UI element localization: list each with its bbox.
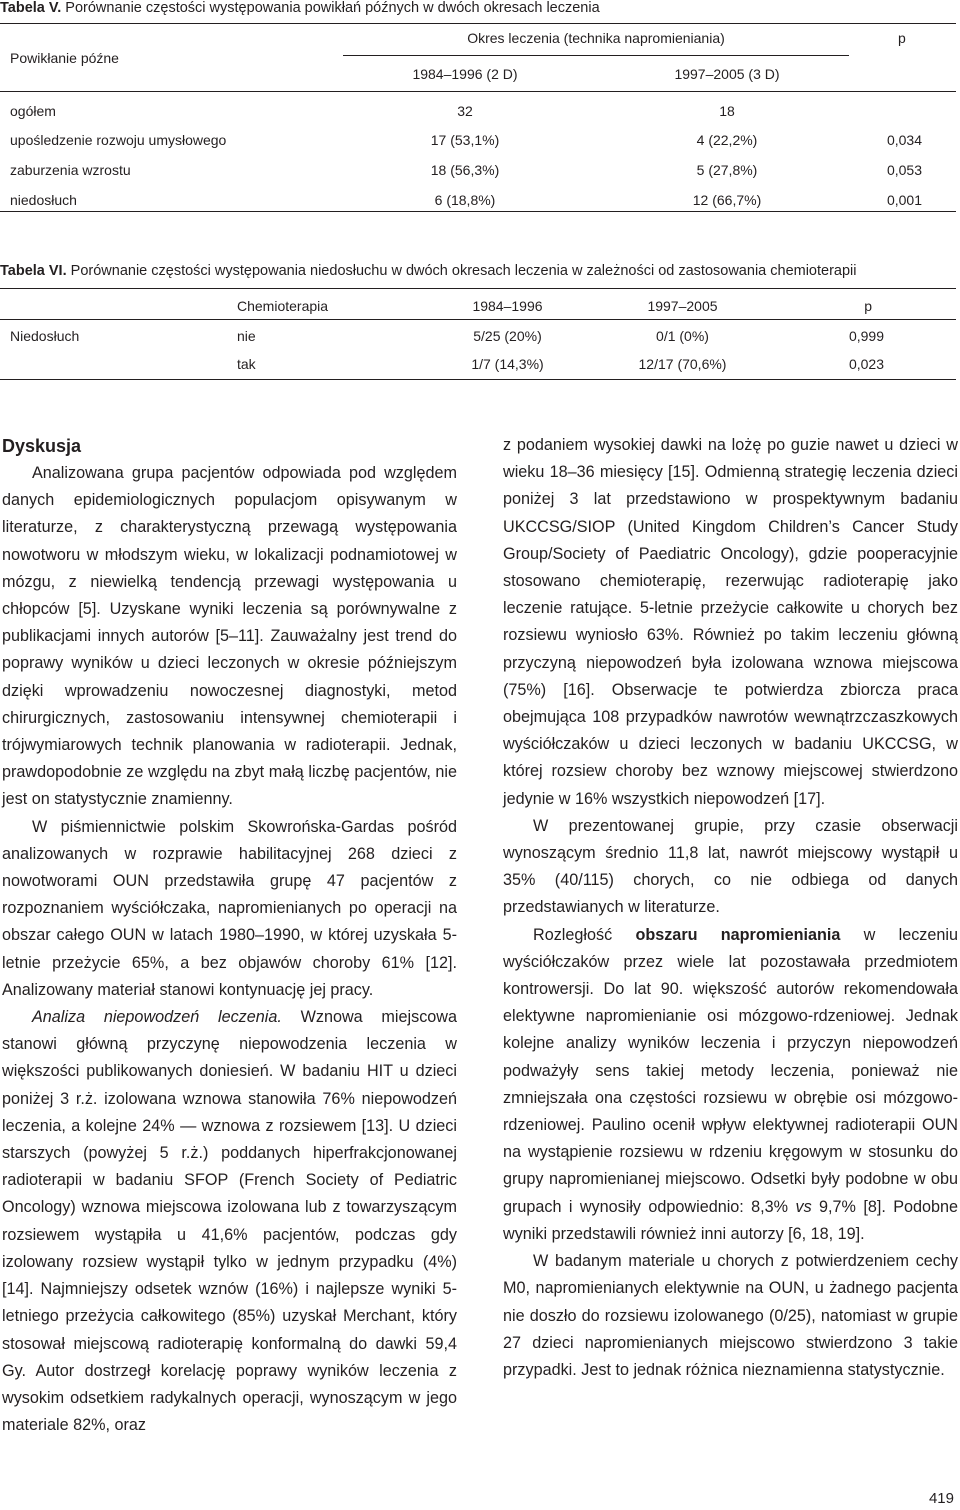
cell-chemo: nie [237, 327, 256, 344]
paragraph-text: 9,7% [8]. Podobne wyniki przedstawili również inni autorzy [6, 18, 19]. [503, 1197, 959, 1243]
paragraph-text: Rozległość [533, 925, 636, 944]
table-row [10, 322, 890, 349]
cell-period2: 12 (66,7%) [692, 192, 762, 208]
cell-p: 0,053 [886, 162, 922, 178]
table5-body [10, 96, 922, 215]
table5-bottom-rule [0, 211, 956, 212]
cell-period1: 17 (53,1%) [430, 132, 500, 148]
table5-top-rule [0, 23, 956, 24]
table-row [10, 125, 922, 155]
table-row [10, 96, 922, 125]
table6-top-rule [0, 288, 956, 289]
table5-caption [0, 0, 600, 16]
cell-p: 0,999 [848, 327, 884, 344]
cell-period1: 6 (18,8%) [434, 192, 496, 208]
right-column [503, 432, 958, 1384]
cell-period2: 0/1 (0%) [656, 327, 709, 344]
paragraph-bold-term: obszaru napromieniania [635, 925, 841, 944]
table5-period1-header: 1984–1996 (2 D) [412, 66, 518, 82]
table6 [10, 292, 890, 319]
paragraph [2, 1004, 457, 1439]
table6-label: Tabela VI. [0, 263, 67, 279]
table6-row-label: Niedosłuch [10, 327, 80, 344]
paragraph [503, 922, 958, 1248]
cell-chemo: tak [237, 356, 256, 372]
row-label: ogółem [10, 102, 56, 119]
table-row [10, 155, 922, 185]
table5-group-header: Okres leczenia (technika napromieniania) [467, 30, 725, 46]
paragraph-text: Wznowa miejscowa stanowi główną przyczynę niepowodzenia leczenia w większości publikowanych doniesień. W badaniu HIT u dzieci poniżej 3 r.ż. izolowana wznowa stanowiła 76% niepowodzeń leczenia, a kolejne 24% — wznowa z rozsiewem [13]. U dzieci starszych (powyżej 5 r.ż.) poddanych hiperfrakcjonowanej radioterapii w badaniu SFOP (French Society of Pediatric Oncology) wznowa miejscowa izolowana lub z towarzyszącym rozsiewem wystąpiła u 41,6% pacjentów, podczas gdy izolowany rozsiew wystąpił tylko w jednym przypadku (4%) [14]. Najmniejszy odsetek wznów (16%) i najlepsze wyniki 5-letniego przeżycia całkowitego (85%) uzyskał Merchant, który stosował miejscową radioterapię konformalną do dawki 59,4 Gy. Autor dostrzegł korelację poprawy wyników leczenia z wysokim odsetkiem radykalnych operacji, wynoszącym w jego materiale 82%, oraz [2, 1008, 457, 1435]
paragraph: W piśmiennictwie polskim Skowrońska-Gardas pośród analizowanych w rozprawie habilitacyjnej 268 dzieci z nowotworami OUN przedstawiła grupę 47 pacjentów z rozpoznaniem wyściółczaka, napromienianych po operacji na obszar całego OUN w latach 1980–1990, w której uzyskała 5-letnie przeżycie 65%, a bez objawów choroby 61% [12]. Analizowany materiał stanowi kontynuację jej pracy. [2, 817, 457, 999]
table5-label: Tabela V. [0, 0, 62, 16]
cell-period1: 5/25 (20%) [473, 327, 542, 344]
section-heading: Dyskusja [2, 436, 82, 456]
table6-caption [0, 263, 857, 279]
paragraph: W badanym materiale u chorych z potwierdzeniem cechy M0, napromienianych elektywnie na OUN, u żadnego pacjenta nie doszło do rozsiewu izolowanego (0/25), natomiast w grupie 27 dzieci napromienianych miejscowo stwierdzono 3 takie przypadki. Jest to jednak różnica nieznamienna statystycznie. [503, 1252, 958, 1379]
cell-p [812, 96, 922, 125]
table5-period2-header: 1997–2005 (3 D) [674, 66, 780, 82]
cell-period2: 4 (22,2%) [696, 132, 758, 148]
table5-header-rule [0, 91, 956, 92]
table5-p-header: p [898, 30, 906, 46]
table5-group-rule [343, 55, 849, 56]
table6-body [10, 322, 890, 379]
cell-period1: 32 [457, 102, 473, 119]
table6-header-row [10, 292, 890, 319]
table6-caption-text: Porównanie częstości występowania niedosłuchu w dwóch okresach leczenia w zależności od zastosowania chemioterapii [70, 263, 857, 279]
table5-col1-header: Powikłanie późne [10, 50, 119, 66]
table-row [10, 349, 890, 379]
cell-period1: 18 (56,3%) [430, 162, 500, 178]
cell-period2: 18 [719, 102, 735, 119]
table6-period1-header: 1984–1996 [472, 297, 543, 314]
cell-p: 0,001 [886, 192, 922, 208]
row-label: upośledzenie rozwoju umysłowego [10, 132, 227, 148]
table5-caption-text: Porównanie częstości występowania powikłań późnych w dwóch okresach leczenia [65, 0, 600, 16]
row-label: niedosłuch [10, 192, 77, 208]
paragraph-lead-italic: Analiza niepowodzeń leczenia. [32, 1008, 282, 1027]
table6-header-rule [0, 319, 956, 320]
paragraph: z podaniem wysokiej dawki na lożę po guzie nawet u dzieci w wieku 18–36 miesięcy [15]. Odmienną strategię leczenia dzieci poniżej 3 lat przedstawiono w prospektywnym badaniu UKCCSG/SIOP (United Kingdom Children’s Cancer Study Group/Society of Paediatric Oncology), gdzie pooperacyjnie stosowano chemioterapię, rezerwując radioterapię jako leczenie ratujące. 5-letnie przeżycie całkowite u chorych bez rozsiewu wyniosło 63%. Również po takim leczeniu główną przyczyną niepowodzeń była izolowana wznowa miejscowa (75%) [16]. Obserwacje te potwierdza zbiorcza praca obejmująca 108 przypadków nawrotów wewnątrzczaszkowych wyściółczaków u dzieci leczonych w badaniu UKCCSG, w której rozsiew choroby bez wznowy miejscowej stwierdzono jedynie w 16% wszystkich niepowodzeń [17]. [503, 436, 958, 808]
paragraph-italic: vs [795, 1197, 812, 1216]
page-number: 419 [928, 1490, 954, 1507]
table6-p-header: p [864, 297, 872, 314]
paragraph-text: w leczeniu wyściółczaków przez wiele lat pozostawała przedmiotem kontrowersji. Do lat 90. większość autorów rekomendowała elektywne napromienianie osi mózgowo-rdzeniowej. Jednak kolejne analizy wyników leczenia i przyczyn niepowodzeń podważyły sens takiej metody leczenia, ponieważ nie zmniejszała ona częstości rozsiewu w obrębie osi mózgowo-rdzeniowej. Paulino ocenił wpływ elektywnej radioterapii OUN na wystąpienie rozsiewu w rdzeniu kręgowym w stosunku do grupy napromienianej miejscowo. Odsetki były podobne w obu grupach i wynosiły odpowiednio: 8,3% [503, 925, 958, 1216]
cell-period1: 1/7 (14,3%) [471, 356, 544, 372]
paragraph: Analizowana grupa pacjentów odpowiada pod względem danych epidemiologicznych populacjom opisywanym w literaturze, z charakterystyczną przewagą występowania nowotworu w młodszym wieku, w lokalizacji podnamiotowej w mózgu, z niewielką tendencją przewagi występowania u chłopców [5]. Uzyskane wyniki leczenia są porównywalne z publikacjami innych autorów [5–11]. Zauważalny jest trend do poprawy wyników u dzieci leczonych w okresie późniejszym dzięki wprowadzeniu nowoczesnej diagnostyki, metod chirurgicznych, zastosowaniu intensywnej chemioterapii i trójwymiarowych technik planowania w radioterapii. Jednak, prawdopodobnie ze względu na zbyt małą liczbę pacjentów, nie jest on statystycznie znamienny. [2, 464, 457, 809]
table6-bottom-rule [0, 379, 956, 380]
row-label: zaburzenia wzrostu [10, 162, 131, 178]
cell-period2: 12/17 (70,6%) [638, 356, 727, 372]
cell-period2: 5 (27,8%) [696, 162, 758, 178]
cell-p: 0,023 [848, 356, 884, 372]
cell-p: 0,034 [886, 132, 922, 148]
paragraph: W prezentowanej grupie, przy czasie obserwacji wynoszącym średnio 11,8 lat, nawrót miejscowy wystąpił u 35% (40/115) chorych, co nie odbiega od danych przedstawianych w literaturze. [503, 816, 958, 917]
table6-period2-header: 1997–2005 [647, 297, 718, 314]
table6-chemo-header: Chemioterapia [237, 297, 329, 314]
left-column [2, 432, 457, 1439]
